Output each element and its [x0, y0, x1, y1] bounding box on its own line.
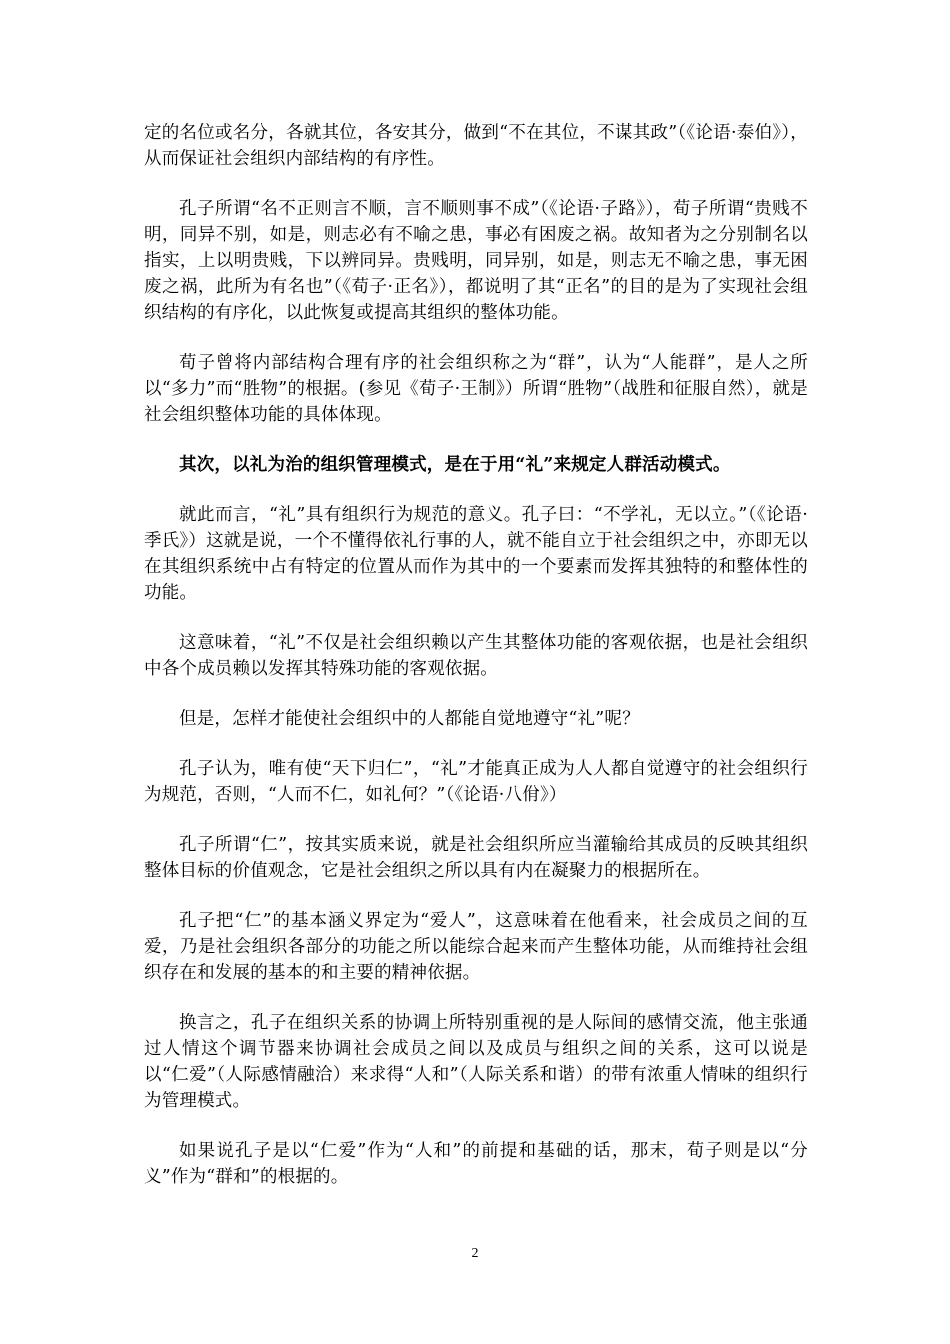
section-heading: 其次，以礼为治的组织管理模式，是在于用“礼”来规定人群活动模式。 [179, 455, 731, 475]
document-body [144, 120, 808, 1214]
page-number: 2 [471, 1246, 479, 1261]
paragraph: 孔子把“仁”的基本涵义界定为“爱人”，这意味着在他看来，社会成员之间的互爱，乃是社会组织各部分的功能之所以能综合起来而产生整体功能，从而维持社会组织存在和发展的基本的和主要的精神依据。 [144, 911, 808, 983]
paragraph: 就此而言，“礼”具有组织行为规范的意义。孔子曰：“不学礼，无以立。”（《论语·季氏》）这就是说，一个不懂得依礼行事的人，就不能自立于社会组织之中，亦即无以在其组织系统中占有特定的位置从而作为其中的一个要素而发挥其独特的和整体性的功能。 [144, 505, 808, 603]
paragraph: 荀子曾将内部结构合理有序的社会组织称之为“群”，认为“人能群”，是人之所以“多力”而“胜物”的根据。(参见《荀子·王制》）所谓“胜物”（战胜和征服自然），就是社会组织整体功能的具体体现。 [144, 353, 808, 425]
paragraph: 换言之，孔子在组织关系的协调上所特别重视的是人际间的感情交流，他主张通过人情这个调节器来协调社会成员之间以及成员与组织之间的关系，这可以说是以“仁爱”（人际感情融洽）来求得“人和”（人际关系和谐）的带有浓重人情味的组织行为管理模式。 [144, 1013, 808, 1111]
paragraph: 如果说孔子是以“仁爱”作为“人和”的前提和基础的话，那末，荀子则是以“分义”作为“群和”的根据的。 [144, 1141, 808, 1187]
paragraph: 孔子所谓“名不正则言不顺，言不顺则事不成”（《论语·子路》），荀子所谓“贵贱不明，同异不别，如是，则志必有不喻之患，事必有困废之祸。故知者为之分别制名以指实，上以明贵贱，下以辨同异。贵贱明，同异别，如是，则志无不喻之患，事无困废之祸，此所为有名也”（《荀子·正名》），都说明了其“正名”的目的是为了实现社会组织结构的有序化，以此恢复或提高其组织的整体功能。 [144, 199, 808, 323]
paragraph: 定的名位或名分，各就其位，各安其分，做到“不在其位，不谋其政”（《论语·泰伯》），从而保证社会组织内部结构的有序性。 [144, 123, 808, 169]
paragraph: 孔子所谓“仁”，按其实质来说，就是社会组织所应当灌输给其成员的反映其组织整体目标的价值观念，它是社会组织之所以具有内在凝聚力的根据所在。 [144, 835, 808, 881]
paragraph: 但是，怎样才能使社会组织中的人都能自觉地遵守“礼”呢？ [179, 709, 640, 729]
paragraph: 孔子认为，唯有使“天下归仁”，“礼”才能真正成为人人都自觉遵守的社会组织行为规范，否则，“人而不仁，如礼何？”（《论语·八佾》） [144, 759, 808, 805]
paragraph: 这意味着，“礼”不仅是社会组织赖以产生其整体功能的客观依据，也是社会组织中各个成员赖以发挥其特殊功能的客观依据。 [144, 633, 808, 679]
